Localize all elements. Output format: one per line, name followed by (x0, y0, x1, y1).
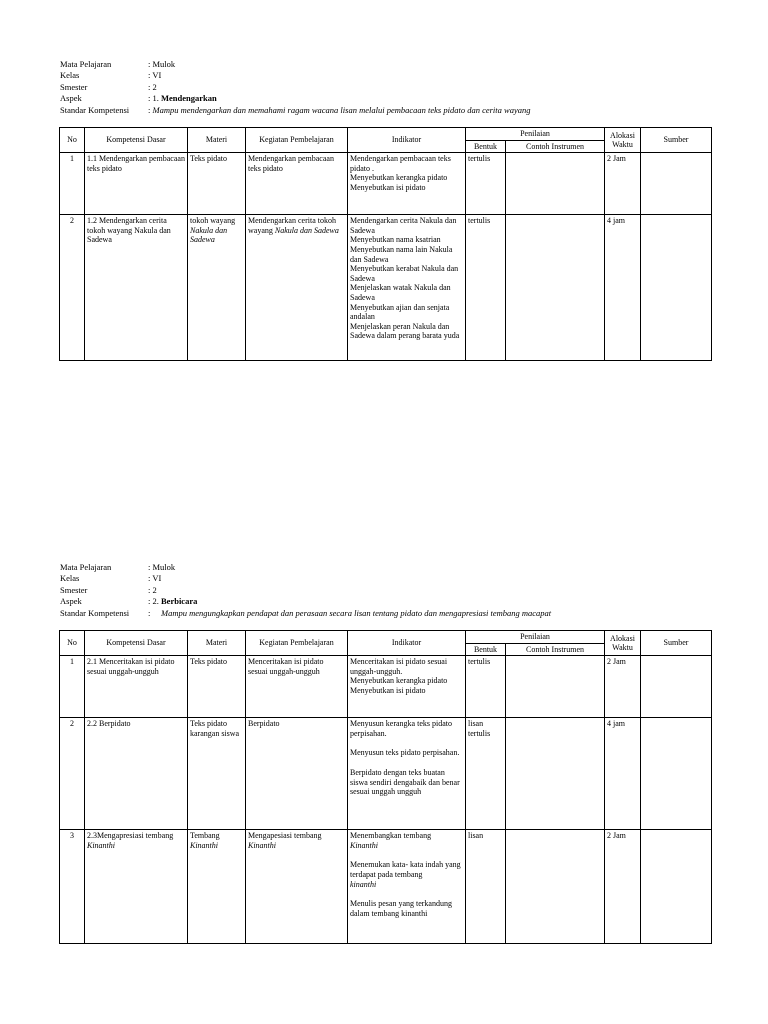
col-alokasi: Alokasi Waktu (605, 631, 641, 656)
semester-label: Smester (60, 584, 88, 595)
materi-italic: Kinanthi (190, 840, 219, 850)
cell-sumber (641, 153, 712, 215)
semester-label: Smester (60, 81, 88, 92)
sk-prefix: : (148, 607, 151, 618)
indikator-line: Menembangkan tembang (350, 831, 432, 841)
col-indikator: Indikator (348, 128, 466, 153)
indikator-line: Mendengarkan pembacaan teks pidato . (350, 154, 451, 173)
aspek-row (60, 596, 720, 607)
cell-alokasi: 2 Jam (605, 656, 641, 718)
kegiatan-italic: Nakula dan Sadewa (274, 225, 339, 235)
indikator-line: Menemukan kata- kata indah yang terdapat pada tembang (350, 860, 461, 879)
cell-sumber (641, 656, 712, 718)
indikator-line: Menyusun teks pidato perpisahan. (350, 748, 460, 758)
cell-indikator (348, 153, 466, 215)
col-kegiatan: Kegiatan Pembelajaran (246, 631, 348, 656)
indikator-line: Menyusun kerangka teks pidato perpisahan. (350, 719, 452, 738)
cell-materi (188, 830, 246, 944)
table-row (60, 153, 712, 215)
cell-no: 2 (60, 718, 85, 830)
col-penilaian: Penilaian (466, 631, 605, 644)
cell-indikator (348, 718, 466, 830)
aspek-value: Berbicara (161, 596, 198, 607)
cell-no: 1 (60, 153, 85, 215)
indikator-line: Menyebutkan kerangka pidato (350, 676, 448, 686)
semester-row (60, 585, 720, 596)
indikator-line: Menceritakan isi pidato sesuai unggah-ungguh. (350, 657, 448, 676)
col-sumber: Sumber (641, 128, 712, 153)
cell-materi (188, 215, 246, 361)
table-header-row (60, 631, 712, 644)
kelas-label: Kelas (60, 573, 80, 584)
mapel-label: Mata Pelajaran (60, 59, 112, 69)
indikator-line: Menyebutkan kerangka pidato (350, 173, 448, 183)
indikator-gap (350, 758, 463, 768)
cell-alokasi: 2 Jam (605, 153, 641, 215)
semester-row (60, 82, 720, 93)
indikator-line: kinanthi (350, 879, 377, 889)
cell-kd: 2.2 Berpidato (85, 718, 188, 830)
rpp-table-1 (59, 127, 712, 361)
col-bentuk: Bentuk (466, 140, 506, 153)
col-contoh: Contoh Instrumen (506, 643, 605, 656)
indikator-line: Menyebutkan kerabat Nakula dan Sadewa (350, 264, 459, 283)
aspek-value: Mendengarkan (161, 93, 217, 104)
col-contoh: Contoh Instrumen (506, 140, 605, 153)
aspek-label: Aspek (60, 93, 82, 104)
sk-value: Mampu mendengarkan dan memahami ragam wacana lisan melalui pembacaan teks pidato dan cerita wayang (152, 104, 531, 115)
cell-bentuk: tertulis (466, 656, 506, 718)
indikator-line: Menyebutkan nama lain Nakula dan Sadewa (350, 244, 453, 264)
cell-no: 2 (60, 215, 85, 361)
sk-row (60, 608, 720, 619)
col-no: No (60, 128, 85, 153)
aspek-row (60, 93, 720, 104)
cell-kd: 2.1 Menceritakan isi pidato sesuai unggah-ungguh (85, 656, 188, 718)
cell-materi: Teks pidato karangan siswa (188, 718, 246, 830)
cell-sumber (641, 215, 712, 361)
kegiatan-italic: Kinanthi (248, 840, 277, 850)
aspek-label: Aspek (60, 596, 82, 607)
cell-indikator (348, 830, 466, 944)
cell-kd: 1.1 Mendengarkan pembacaan teks pidato (85, 153, 188, 215)
indikator-line: Menyebutkan isi pidato (350, 182, 426, 192)
col-materi: Materi (188, 631, 246, 656)
indikator-line: Berpidato dengan teks buatan siswa sendiri dengabaik dan benar sesuai unggah ungguh (350, 767, 460, 797)
cell-kd: 1.2 Mendengarkan cerita tokoh wayang Nakula dan Sadewa (85, 215, 188, 361)
cell-alokasi: 4 jam (605, 718, 641, 830)
indikator-line: Menulis pesan yang terkandung dalam tembang kinanthi (350, 899, 452, 918)
kd-text: 2.3Mengapresiasi tembang (87, 831, 174, 841)
sk-value: Mampu mengungkapkan pendapat dan perasaan secara lisan tentang pidato dan mengapresiasi tembang macapat (161, 607, 552, 618)
table-row (60, 830, 712, 944)
aspek-prefix: : 1. (148, 93, 161, 104)
kelas-label: Kelas (60, 70, 80, 81)
table-row (60, 656, 712, 718)
col-materi: Materi (188, 128, 246, 153)
indikator-line: Menyebutkan isi pidato (350, 685, 426, 695)
materi-text: Tembang (190, 831, 220, 841)
cell-bentuk: tertulis (466, 153, 506, 215)
sk-label: Standar Kompetensi (60, 104, 130, 115)
cell-no: 3 (60, 830, 85, 944)
kelas-row (60, 70, 720, 81)
indikator-line: Kinanthi (350, 840, 379, 850)
materi-italic: Nakula dan Sadewa (190, 225, 228, 245)
sk-label: Standar Kompetensi (60, 607, 130, 618)
section2-header (60, 562, 720, 619)
table-row (60, 215, 712, 361)
cell-bentuk: lisan (466, 830, 506, 944)
kegiatan-text: Mengapesiasi tembang (248, 831, 322, 841)
cell-kegiatan (246, 830, 348, 944)
cell-bentuk: lisan tertulis (466, 718, 506, 830)
indikator-line: Menyebutkan ajian dan senjata andalan (350, 302, 450, 322)
indikator-line: Mendengarkan cerita Nakula dan Sadewa (350, 216, 457, 235)
col-kd: Kompetensi Dasar (85, 128, 188, 153)
cell-kegiatan: Berpidato (246, 718, 348, 830)
mapel-value: : Mulok (148, 562, 176, 572)
cell-bentuk: tertulis (466, 215, 506, 361)
section1-header (60, 59, 720, 116)
cell-alokasi: 4 jam (605, 215, 641, 361)
materi-text: tokoh wayang (190, 216, 236, 226)
indikator-line: Menjelaskan watak Nakula dan Sadewa (350, 283, 451, 302)
rpp-table-2 (59, 630, 712, 944)
table-header-row (60, 128, 712, 141)
cell-indikator (348, 215, 466, 361)
cell-sumber (641, 718, 712, 830)
aspek-prefix: : 2. (148, 596, 161, 607)
cell-contoh (506, 718, 605, 830)
mapel-row (60, 562, 720, 573)
cell-sumber (641, 830, 712, 944)
cell-materi: Teks pidato (188, 153, 246, 215)
mapel-value: : Mulok (148, 59, 176, 69)
col-no: No (60, 631, 85, 656)
table-row (60, 718, 712, 830)
cell-alokasi: 2 Jam (605, 830, 641, 944)
indikator-line: Menjelaskan peran Nakula dan Sadewa dalam perang barata yuda (350, 321, 460, 341)
col-kegiatan: Kegiatan Pembelajaran (246, 128, 348, 153)
cell-kegiatan (246, 215, 348, 361)
kd-italic: Kinanthi (87, 840, 116, 850)
cell-contoh (506, 830, 605, 944)
col-sumber: Sumber (641, 631, 712, 656)
col-kd: Kompetensi Dasar (85, 631, 188, 656)
semester-value: : 2 (148, 81, 157, 92)
cell-kegiatan: Mendengarkan pembacaan teks pidato (246, 153, 348, 215)
cell-contoh (506, 215, 605, 361)
kelas-value: : VI (148, 573, 162, 584)
indikator-gap (350, 889, 463, 899)
cell-kegiatan: Menceritakan isi pidato sesuai unggah-ungguh (246, 656, 348, 718)
col-alokasi: Alokasi Waktu (605, 128, 641, 153)
sk-prefix: : (148, 104, 153, 115)
kelas-row (60, 573, 720, 584)
sk-row (60, 105, 720, 116)
cell-indikator (348, 656, 466, 718)
cell-contoh (506, 656, 605, 718)
mapel-row (60, 59, 720, 70)
indikator-line: Menyebutkan nama ksatrian (350, 235, 441, 245)
col-penilaian: Penilaian (466, 128, 605, 141)
mapel-label: Mata Pelajaran (60, 562, 112, 572)
cell-no: 1 (60, 656, 85, 718)
indikator-gap (350, 850, 463, 860)
col-indikator: Indikator (348, 631, 466, 656)
cell-contoh (506, 153, 605, 215)
cell-kd (85, 830, 188, 944)
col-bentuk: Bentuk (466, 643, 506, 656)
kelas-value: : VI (148, 70, 162, 81)
indikator-gap (350, 738, 463, 748)
kegiatan-text: Mendengarkan cerita tokoh wayang (248, 216, 336, 235)
cell-materi: Teks pidato (188, 656, 246, 718)
semester-value: : 2 (148, 584, 157, 595)
